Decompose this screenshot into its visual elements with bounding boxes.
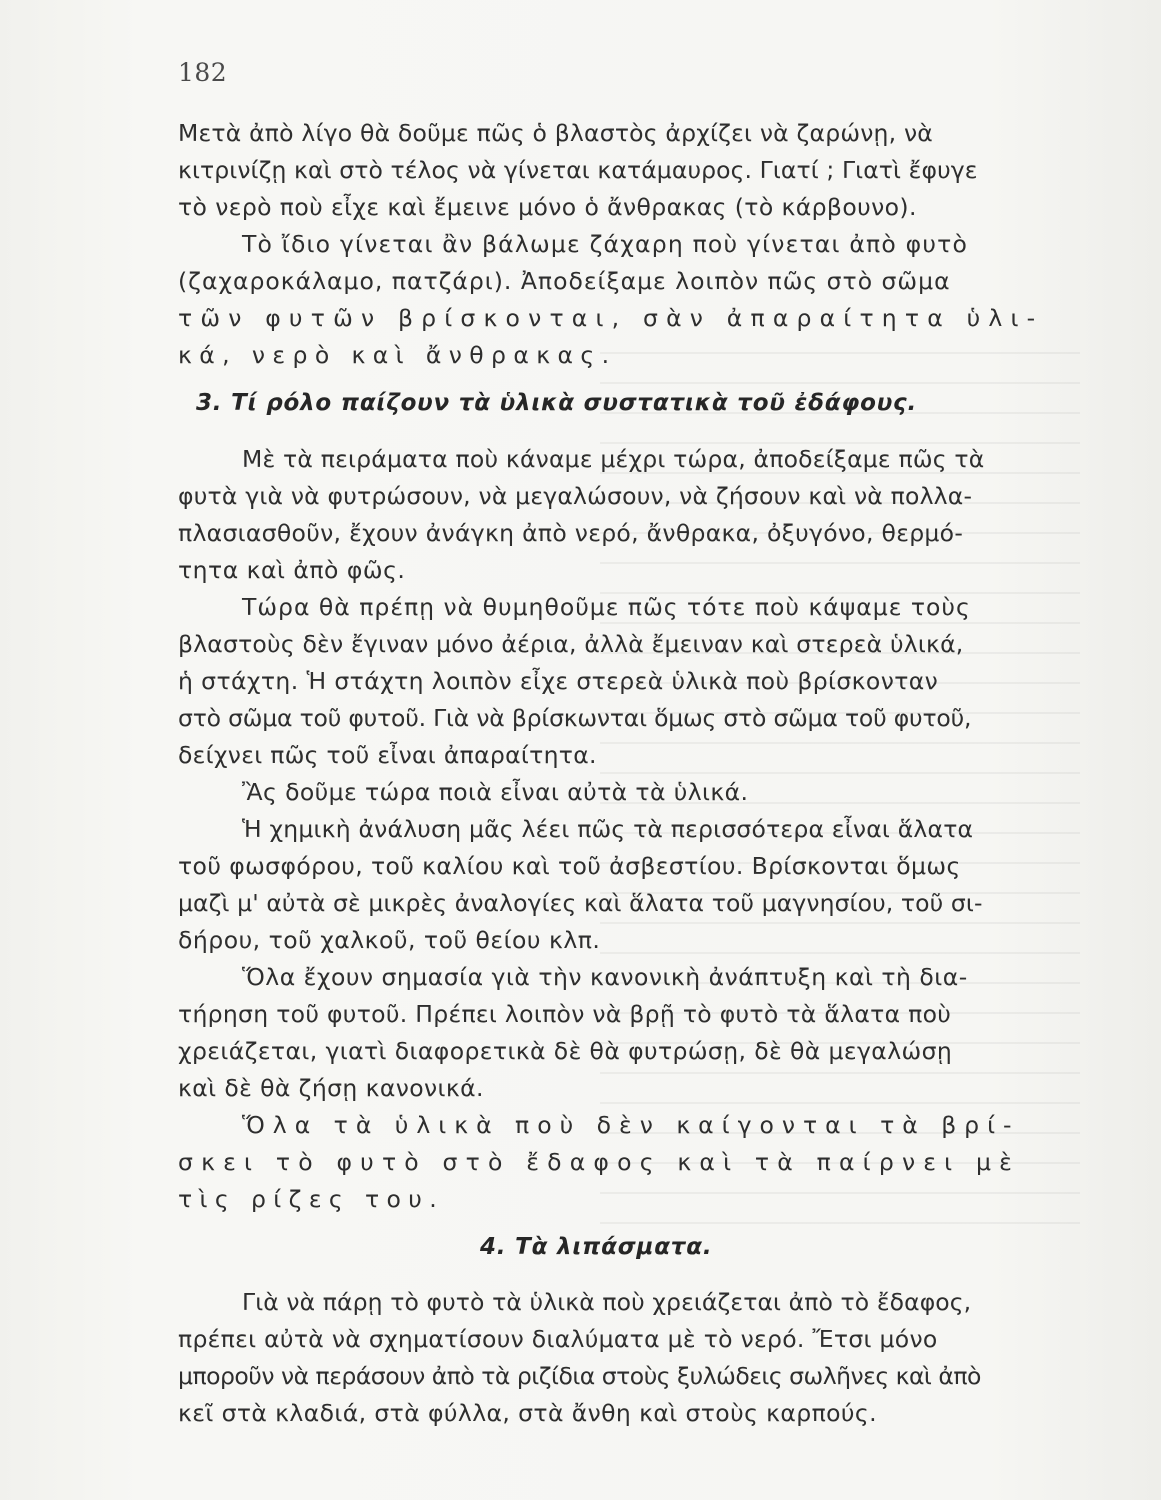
text-line: μποροῦν νὰ περάσουν ἀπὸ τὰ ριζίδια στοὺς ξυλώδεις σωλῆνες καὶ ἀπὸ <box>178 1362 981 1390</box>
text-line: τητα καὶ ἀπὸ φῶς. <box>178 556 406 584</box>
text-line: χρειάζεται, γιατὶ διαφορετικὰ δὲ θὰ φυτρώσῃ, δὲ θὰ μεγαλώσῃ <box>178 1037 953 1065</box>
text-line: (ζαχαροκάλαμο, πατζάρι). Ἀποδείξαμε λοιπὸν πῶς στὸ σῶμα <box>178 267 951 295</box>
text-line: δείχνει πῶς τοῦ εἶναι ἀπαραίτητα. <box>178 741 597 769</box>
section-heading-4: 4. Τὰ λιπάσματα. <box>480 1234 713 1260</box>
text-line-spaced: κά, νερὸ καὶ ἄνθρακας. <box>178 341 617 369</box>
text-line: πρέπει αὐτὰ νὰ σχηματίσουν διαλύματα μὲ τὸ νερό. Ἔτσι μόνο <box>178 1325 938 1353</box>
text-line: Γιὰ νὰ πάρῃ τὸ φυτὸ τὰ ὑλικὰ ποὺ χρειάζεται ἀπὸ τὸ ἔδαφος, <box>242 1288 972 1316</box>
text-line: καὶ δὲ θὰ ζήσῃ κανονικά. <box>178 1074 484 1102</box>
text-line: Μὲ τὰ πειράματα ποὺ κάναμε μέχρι τώρα, ἀποδείξαμε πῶς τὰ <box>242 445 985 473</box>
text-line: τοῦ φωσφόρου, τοῦ καλίου καὶ τοῦ ἀσβεστίου. Βρίσκονται ὅμως <box>178 852 961 880</box>
page-number: 182 <box>178 58 228 87</box>
section-heading-3: 3. Τί ρόλο παίζουν τὰ ὑλικὰ συστατικὰ τοῦ ἐδάφους. <box>196 390 918 416</box>
text-line: πλασιασθοῦν, ἔχουν ἀνάγκη ἀπὸ νερό, ἄνθρακα, ὀξυγόνο, θερμό- <box>178 519 964 547</box>
text-line-spaced: Ὅλα τὰ ὑλικὰ ποὺ δὲν καίγονται τὰ βρί- <box>242 1111 1020 1139</box>
text-line: δήρου, τοῦ χαλκοῦ, τοῦ θείου κλπ. <box>178 926 601 954</box>
text-line: Τὸ ἴδιο γίνεται ἂν βάλωμε ζάχαρη ποὺ γίνεται ἀπὸ φυτὸ <box>242 230 969 258</box>
text-line: κεῖ στὰ κλαδιά, στὰ φύλλα, στὰ ἄνθη καὶ στοὺς καρπούς. <box>178 1399 877 1427</box>
text-line: Ἂς δοῦμε τώρα ποιὰ εἶναι αὐτὰ τὰ ὑλικά. <box>242 778 749 806</box>
text-line: ἡ στάχτη. Ἡ στάχτη λοιπὸν εἶχε στερεὰ ὑλικὰ ποὺ βρίσκονταν <box>178 667 939 695</box>
text-line-spaced: σκει τὸ φυτὸ στὸ ἔδαφος καὶ τὰ παίρνει μὲ <box>178 1148 1021 1176</box>
text-line: βλαστοὺς δὲν ἔγιναν μόνο ἀέρια, ἀλλὰ ἔμειναν καὶ στερεὰ ὑλικά, <box>178 630 964 658</box>
text-line-spaced: τὶς ρίζες του. <box>178 1185 445 1213</box>
text-line: Μετὰ ἀπὸ λίγο θὰ δοῦμε πῶς ὁ βλαστὸς ἀρχίζει νὰ ζαρώνῃ, νὰ <box>178 119 933 147</box>
text-line: κιτρινίζῃ καὶ στὸ τέλος νὰ γίνεται κατάμαυρος. Γιατί ; Γιατὶ ἔφυγε <box>178 156 978 184</box>
text-line: Ὅλα ἔχουν σημασία γιὰ τὴν κανονικὴ ἀνάπτυξη καὶ τὴ δια- <box>242 963 968 991</box>
text-line: φυτὰ γιὰ νὰ φυτρώσουν, νὰ μεγαλώσουν, νὰ ζήσουν καὶ νὰ πολλα- <box>178 482 973 510</box>
text-line: τὸ νερὸ ποὺ εἶχε καὶ ἔμεινε μόνο ὁ ἄνθρακας (τὸ κάρβουνο). <box>178 193 917 221</box>
text-line: Τώρα θὰ πρέπῃ νὰ θυμηθοῦμε πῶς τότε ποὺ κάψαμε τοὺς <box>242 593 971 621</box>
text-line: Ἡ χημικὴ ἀνάλυση μᾶς λέει πῶς τὰ περισσότερα εἶναι ἅλατα <box>242 815 974 843</box>
text-line-spaced: τῶν φυτῶν βρίσκονται, σὰν ἀπαραίτητα ὑλι- <box>178 304 1044 332</box>
text-line: τήρηση τοῦ φυτοῦ. Πρέπει λοιπὸν νὰ βρῇ τὸ φυτὸ τὰ ἅλατα ποὺ <box>178 1000 952 1028</box>
text-line: στὸ σῶμα τοῦ φυτοῦ. Γιὰ νὰ βρίσκωνται ὅμως στὸ σῶμα τοῦ φυτοῦ, <box>178 704 972 732</box>
text-line: μαζὶ μ' αὐτὰ σὲ μικρὲς ἀναλογίες καὶ ἅλατα τοῦ μαγνησίου, τοῦ σι- <box>178 889 983 917</box>
